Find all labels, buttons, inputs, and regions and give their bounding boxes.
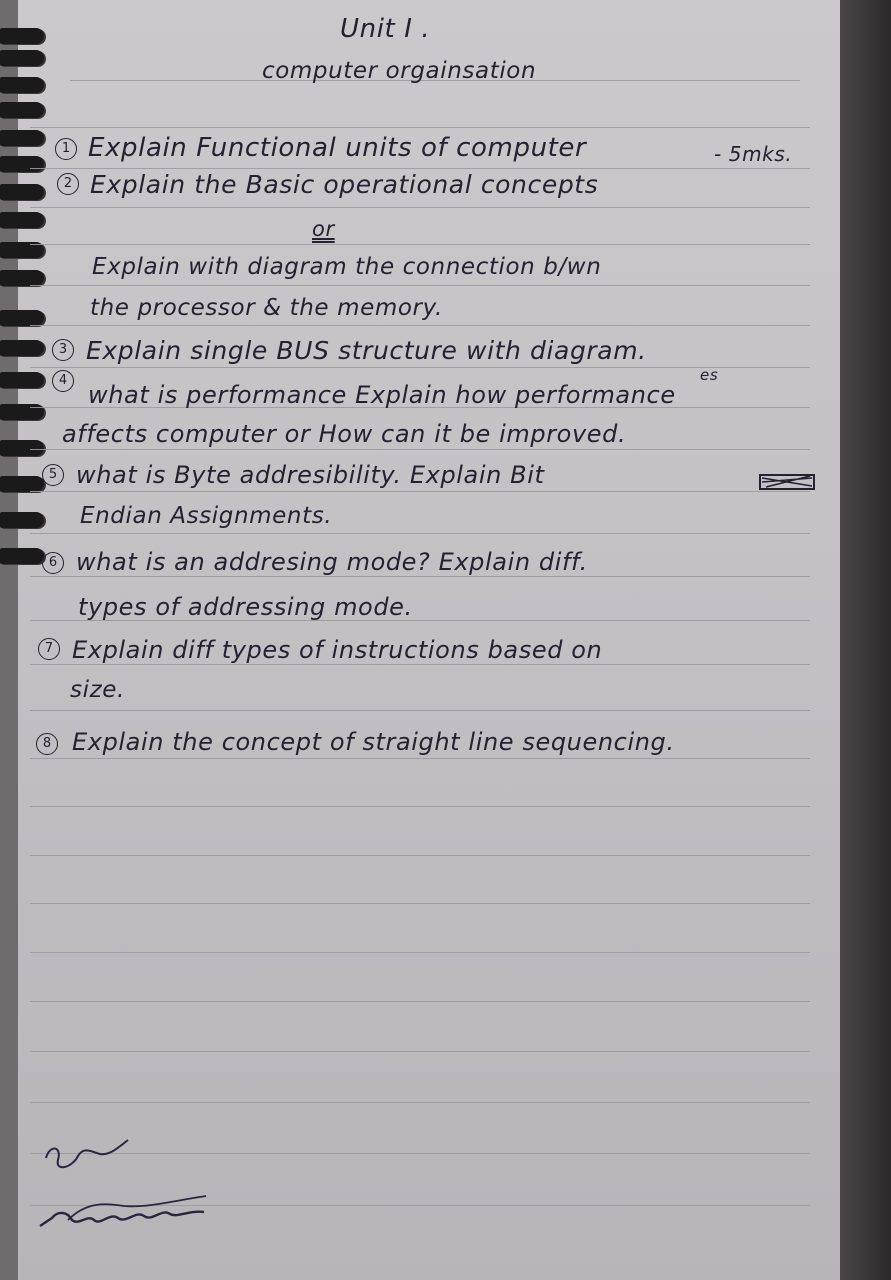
subject-title: computer orgainsation (262, 58, 537, 84)
question-5-text: what is Byte addresibility. Explain Bit (76, 461, 545, 489)
question-4-line-2: affects computer or How can it be improved. (62, 420, 627, 448)
question-2-alt-line-2: the processor & the memory. (90, 295, 443, 321)
question-number-6: 6 (42, 552, 64, 574)
question-7-line-2: size. (70, 677, 125, 703)
question-number-4: 4 (52, 370, 74, 392)
question-5-line-2: Endian Assignments. (80, 503, 333, 529)
question-2-text: Explain the Basic operational concepts (90, 170, 599, 199)
question-number-8: 8 (36, 733, 58, 755)
question-6-line-2: types of addressing mode. (78, 593, 413, 621)
question-number-5: 5 (42, 464, 64, 486)
question-number-1: 1 (55, 138, 77, 160)
question-7-text: Explain diff types of instructions based on (72, 636, 603, 664)
question-1-text: Explain Functional units of computer (88, 133, 587, 163)
notebook-edge (840, 0, 891, 1280)
question-1-marks: - 5mks. (714, 142, 793, 166)
question-4-text: what is performance Explain how performance (88, 381, 676, 409)
signature-scribble (28, 1130, 228, 1240)
question-number-2: 2 (57, 173, 79, 195)
question-6-text: what is an addresing mode? Explain diff. (76, 548, 588, 576)
question-4-superscript: es (700, 366, 719, 384)
scribble-strikeout (758, 470, 818, 494)
question-8-text: Explain the concept of straight line sequencing. (72, 728, 675, 756)
unit-title: Unit I . (340, 14, 431, 44)
or-label: or (312, 217, 335, 241)
question-number-3: 3 (52, 339, 74, 361)
question-3-text: Explain single BUS structure with diagram. (86, 336, 647, 365)
question-number-7: 7 (38, 638, 60, 660)
question-2-alt-line-1: Explain with diagram the connection b/wn (92, 254, 602, 280)
